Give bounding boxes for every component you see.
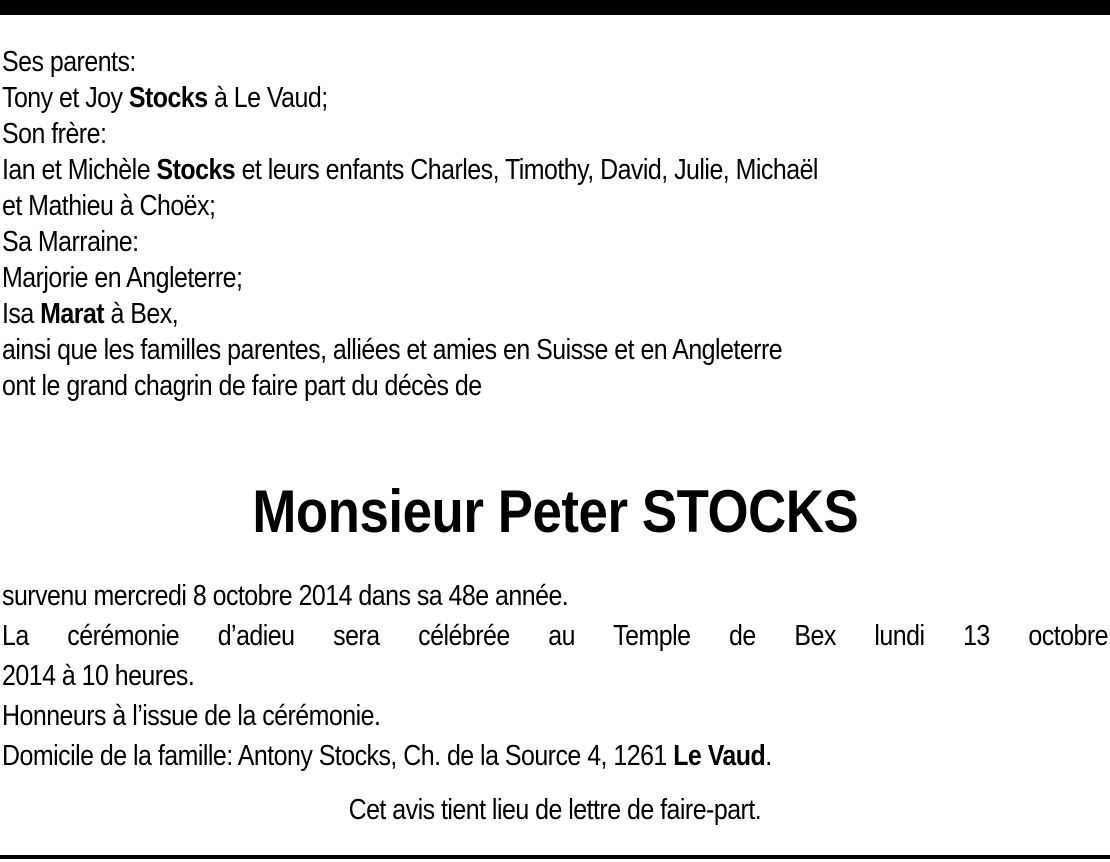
ceremony-line-2: 2014 à 10 heures. [2,660,195,692]
godmother-line-2 [2,296,953,332]
others-line-1: ainsi que les familles parentes, alliées et amies en Suisse et en Angleterre [2,334,783,366]
deceased-name: Monsieur Peter STOCKS [252,478,858,545]
closing-text: Cet avis tient lieu de lettre de faire-part. [348,794,762,826]
brother-line [2,152,953,188]
brother-line-cont: et Mathieu à Choëx; [2,190,216,222]
others-line-2: ont le grand chagrin de faire part du décès de [2,370,482,402]
domicile-period: . [765,740,772,772]
family-list [2,44,953,404]
domicile-address: Domicile de la famille: Antony Stocks, Ch. de la Source 4, 1261 [2,740,674,772]
godmother-2-surname: Marat [40,298,105,330]
godmother-2-name: Isa [2,298,41,330]
ceremony-line-1: La cérémonie d’adieu sera célébrée au Temple de Bex lundi 13 octobre [2,620,1108,652]
domicile-line [2,736,1108,776]
brother-heading: Son frère: [2,118,107,150]
honours-line: Honneurs à l’issue de la cérémonie. [2,700,381,732]
parents-names: Tony et Joy [2,82,129,114]
ceremony-details [2,576,1108,776]
brother-names: Ian et Michèle [2,154,157,186]
parents-heading: Ses parents: [2,46,136,78]
godmother-heading: Sa Marraine: [2,226,139,258]
parents-line [2,80,953,116]
brother-surname: Stocks [156,154,236,186]
date-line: survenu mercredi 8 octobre 2014 dans sa 48e année. [2,580,569,612]
deceased-name-block [0,476,1110,548]
top-rule [0,0,1110,15]
parents-location: à Le Vaud; [207,82,328,114]
parents-surname: Stocks [128,82,208,114]
bottom-rule [0,855,1110,859]
godmother-2-location: à Bex, [104,298,179,330]
godmother-line-1: Marjorie en Angleterre; [2,262,243,294]
domicile-place: Le Vaud [673,740,766,772]
brother-children: et leurs enfants Charles, Timothy, David, Julie, Michaël [235,154,818,186]
closing-line [0,790,1110,830]
